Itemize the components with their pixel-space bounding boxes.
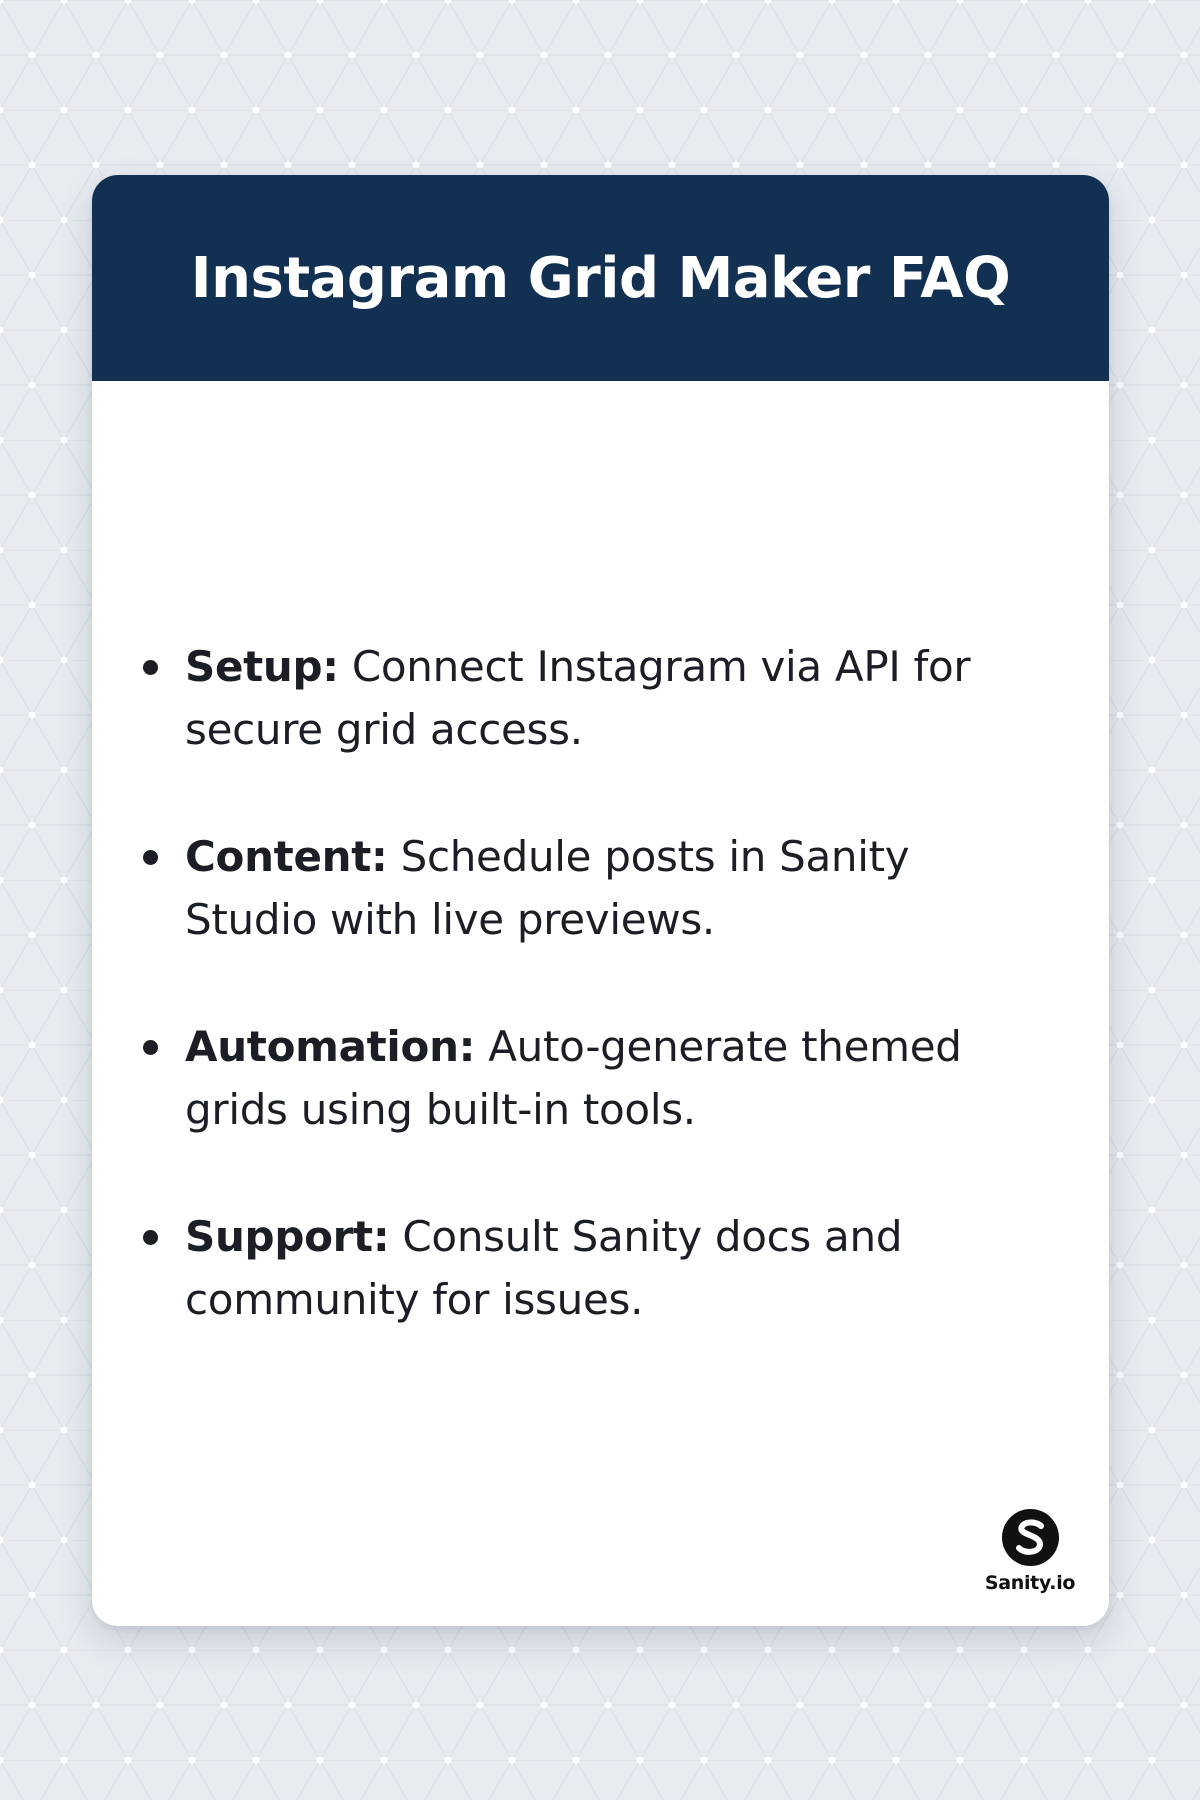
faq-text: Auto-generate themed grids using built-in tools. xyxy=(185,1022,962,1134)
bullet-icon xyxy=(143,1040,158,1055)
faq-item-automation xyxy=(92,1015,1109,1141)
faq-label: Content: xyxy=(185,832,388,881)
faq-label: Support: xyxy=(185,1212,390,1261)
bullet-icon xyxy=(143,660,158,675)
bullet-icon xyxy=(143,1230,158,1245)
faq-card xyxy=(92,175,1109,1626)
faq-item-support xyxy=(92,1205,1109,1331)
faq-item-setup xyxy=(92,635,1109,761)
faq-text: Schedule posts in Sanity Studio with live previews. xyxy=(185,832,910,944)
faq-list xyxy=(92,635,1109,1395)
card-title: Instagram Grid Maker FAQ xyxy=(190,245,1011,311)
faq-text: Consult Sanity docs and community for issues. xyxy=(185,1212,903,1324)
card-header xyxy=(92,175,1109,381)
bullet-icon xyxy=(143,850,158,865)
sanity-logo xyxy=(985,1509,1075,1594)
sanity-logo-icon xyxy=(1002,1509,1059,1566)
faq-text: Connect Instagram via API for secure grid access. xyxy=(185,642,971,754)
faq-label: Automation: xyxy=(185,1022,476,1071)
faq-item-content xyxy=(92,825,1109,951)
logo-text: Sanity.io xyxy=(984,1572,1076,1594)
faq-label: Setup: xyxy=(185,642,339,691)
